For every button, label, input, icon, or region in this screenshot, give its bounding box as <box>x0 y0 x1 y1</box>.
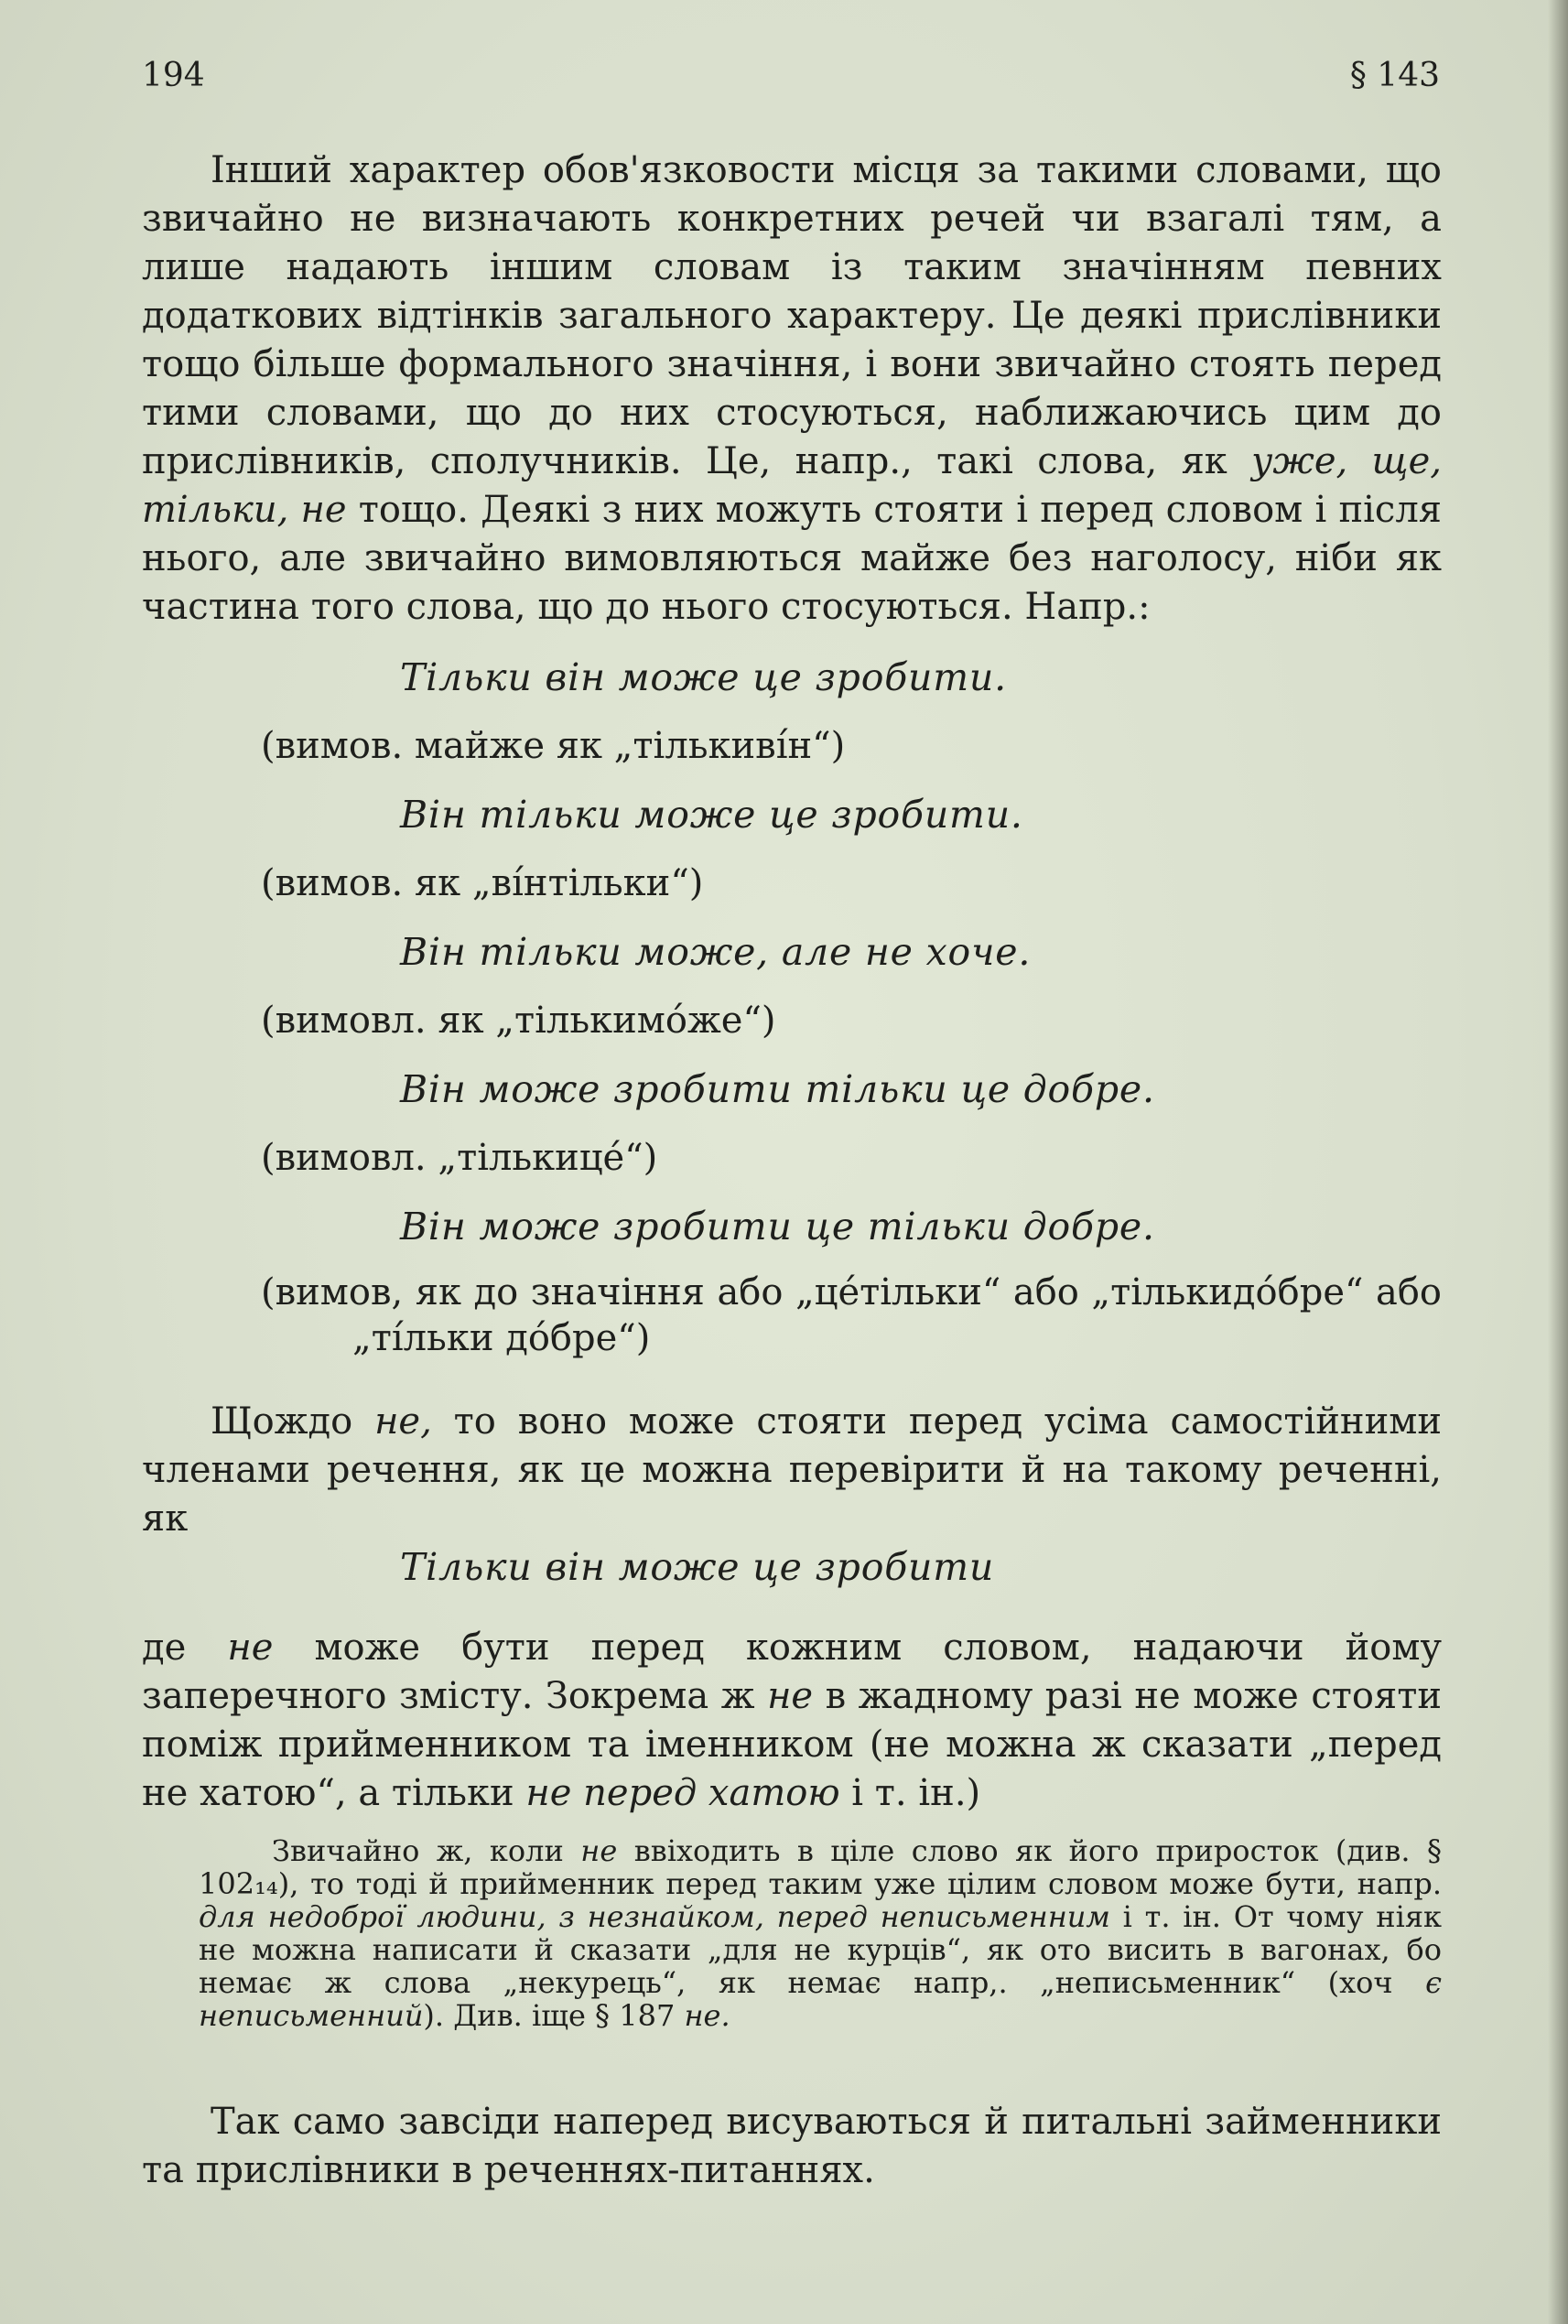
example-note-4: (вимовл. „тількице́“) <box>261 1137 658 1179</box>
page-number: 194 <box>142 57 205 94</box>
p1-italic-words: уже, ще, тільки, не <box>142 440 1442 531</box>
paragraph-ne-position <box>142 1624 1442 1818</box>
note-italic-d: для недоброї людини, з незнайком, перед неписьменним <box>199 1899 1110 1934</box>
p3-text-e: в жадному разі не може стояти поміж прийменником та іменником (не можна ж сказати „перед не хатою“, а тільки <box>142 1675 1442 1814</box>
note-text-a: Звичайно ж, коли <box>272 1833 581 1868</box>
paragraph-questions: Так само завсіди наперед висуваються й питальні займенники та прислівники в реченнях-питаннях. <box>142 2101 1442 2191</box>
p3-italic-d: не <box>767 1675 814 1717</box>
example-last-block <box>142 1543 1442 1592</box>
note-italic-h: не. <box>684 1998 730 2033</box>
p2-text-a: Щождо <box>211 1400 375 1443</box>
example-note-1: (вимов. майже як „тількиві́н“) <box>261 725 846 767</box>
p3-text-a: де <box>142 1627 228 1669</box>
examples-block <box>142 654 1442 1361</box>
main-paragraph-3 <box>142 1624 1442 1818</box>
section-reference: § 143 <box>1349 57 1440 94</box>
page-header <box>142 57 1440 103</box>
note-italic-f: є неписьменний <box>199 1965 1442 2033</box>
p2-text-c: то воно може стояти перед усіма самостійними членами речення, як це можна перевірити й на такому реченні, як <box>142 1400 1442 1540</box>
p3-text-c: може бути перед кожним словом, надаючи йому заперечного змісту. Зокрема ж <box>142 1627 1442 1717</box>
note-text-g: ). Див. іще § 187 <box>423 1998 685 2033</box>
p2-italic-ne: не, <box>374 1400 432 1443</box>
p1-text-a: Інший характер обов'язковости місця за такими словами, що звичайно не визначають конкретних речей чи взагалі тям, а лише надають іншим словам із таким значінням певних додаткових відтінків загального характеру. Це деякі прислівники тощо більше формального значіння, і вони звичайно стоять перед тими словами, що до них стосуються, наближаючись цим до прислівників, сполучників. Це, напр., такі слова, як <box>142 149 1442 482</box>
main-paragraph-1 <box>142 146 1442 632</box>
p3-italic-b: не <box>227 1627 274 1669</box>
example-sentence-5: Він може зробити це тільки добре. <box>400 1205 1155 1248</box>
example-sentence-4: Він може зробити тільки це добре. <box>400 1067 1155 1111</box>
note-italic-b: не <box>580 1833 618 1868</box>
footnote-paragraph <box>142 1834 1442 2032</box>
paragraph-intro <box>142 146 1442 632</box>
p1-text-c: тощо. Деякі з них можуть стояти і перед словом і після нього, але звичайно вимовляються майже без наголосу, ніби як частина того слова, що до нього стосуються. Напр.: <box>142 489 1442 628</box>
main-paragraph-4 <box>142 2098 1442 2195</box>
footnote-block <box>142 1834 1442 2032</box>
note-text-e: і т. ін. От чому ніяк не можна написати й сказати „для не курців“, як ото висить в вагонах, бо немає ж слова „некурець“, як немає напр,. „неписьменник“ (хоч <box>199 1899 1443 2000</box>
example-note-2: (вимов. як „ві́нтільки“) <box>261 862 704 904</box>
example-note-3: (вимовл. як „тількимо́же“) <box>261 1000 776 1042</box>
example-sentence-3: Він тільки може, але не хоче. <box>400 930 1032 974</box>
example-note-5: (вимов, як до значіння або „це́тільки“ або „тількидо́бре“ або „ті́льки до́бре“) <box>261 1271 1442 1359</box>
page-edge-shadow <box>1548 0 1568 2324</box>
main-paragraph-2 <box>142 1398 1442 1543</box>
example-sentence-2: Він тільки може це зробити. <box>400 793 1023 837</box>
p3-text-g: і т. ін.) <box>839 1772 981 1814</box>
note-text-c: ввіходить в ціле слово як його приросток (див. § 102₁₄), то тоді й прийменник перед таким уже цілим словом може бути, напр. <box>199 1833 1443 1901</box>
example-sentence-last: Тільки він може це зробити <box>400 1545 995 1589</box>
example-sentence-1: Тільки він може це зробити. <box>400 655 1007 699</box>
p3-italic-f: не перед хатою <box>525 1772 840 1814</box>
paragraph-ne <box>142 1398 1442 1543</box>
